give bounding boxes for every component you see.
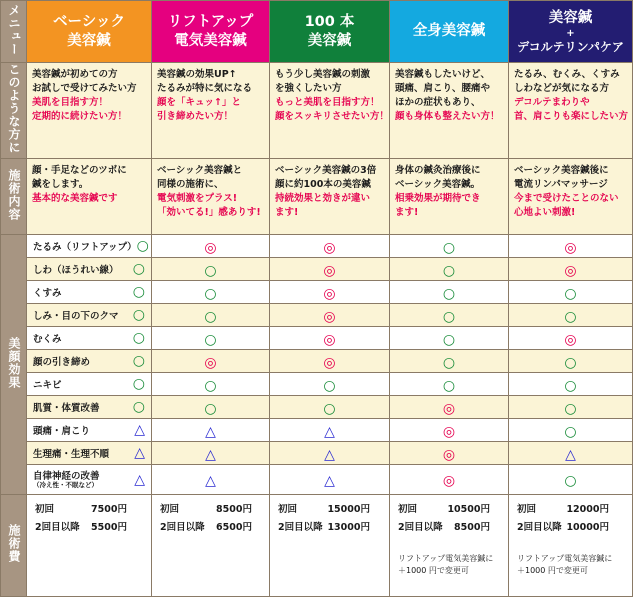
price-line [278, 519, 370, 537]
effect-name-text: しみ・目の下のクマ [33, 311, 119, 322]
effect-cell [152, 465, 270, 495]
circle-mark: ○ [132, 353, 145, 369]
effect-name-text: たるみ（リフトアップ） [33, 242, 137, 253]
effect-cell [270, 327, 390, 350]
effect-cell [509, 373, 633, 396]
effect-cell [390, 327, 509, 350]
price-note [517, 553, 632, 577]
price-note-line: リフトアップ電気美容鍼に [398, 554, 494, 563]
effect-cell [390, 281, 509, 304]
target-row [1, 63, 633, 159]
effect-cell [152, 258, 270, 281]
description-line: 顔も身体も整えたい方！ [395, 111, 500, 122]
effect-label-cell [27, 419, 152, 442]
effect-row [1, 235, 633, 258]
effect-label [27, 354, 151, 368]
effect-row [1, 281, 633, 304]
description-line: 同様の施術に、 [157, 179, 224, 190]
effect-cell [270, 235, 390, 258]
effect-row [1, 350, 633, 373]
effect-cell [152, 235, 270, 258]
double-mark: ◎ [323, 354, 336, 371]
effect-row [1, 465, 633, 495]
price-value: 10500円 [447, 504, 490, 515]
circle-mark: ○ [564, 377, 577, 394]
price-cell [390, 495, 509, 597]
description-line: 基本的な美容鍼です [32, 193, 118, 204]
effect-cell [509, 442, 633, 465]
effect-name-text: 頭痛・肩こり [33, 426, 91, 437]
description-line: 頭痛、肩こり、腰痛や [395, 83, 491, 94]
circle-mark: ○ [132, 307, 145, 323]
triangle-mark: △ [134, 471, 145, 488]
content-cell-4 [509, 159, 633, 235]
target-cell-4 [509, 63, 633, 159]
effect-label [27, 446, 151, 460]
circle-mark: ○ [204, 377, 217, 394]
effect-cell [509, 235, 633, 258]
price-line [278, 501, 370, 519]
effect-label [27, 331, 151, 345]
price-label: 初回 [517, 504, 537, 515]
triangle-mark: △ [324, 446, 335, 463]
content-cell-2 [270, 159, 390, 235]
price-label: 2回目以降 [278, 522, 323, 533]
effect-cell [152, 350, 270, 373]
effect-label [27, 400, 151, 414]
price-label: 初回 [398, 504, 418, 515]
menu-corner-label: メニュー [1, 1, 27, 63]
effect-name [33, 262, 119, 276]
description-line: たるみが特に気になる [157, 83, 253, 94]
effect-cell [270, 304, 390, 327]
effect-name [33, 423, 90, 437]
effect-name [33, 308, 119, 322]
effect-cell [270, 465, 390, 495]
effect-row [1, 258, 633, 281]
price-row [1, 495, 633, 597]
circle-mark: ○ [442, 262, 456, 279]
effect-label [27, 423, 151, 437]
description-line: 鍼をします。 [32, 179, 89, 190]
circle-mark: ○ [442, 377, 456, 394]
section-label-effects [1, 235, 27, 495]
double-mark: ◎ [323, 262, 336, 279]
double-mark: ◎ [323, 239, 336, 256]
effect-label-cell [27, 396, 152, 419]
description-line: 相乗効果が期待でき [395, 193, 481, 204]
content-cell-1 [152, 159, 270, 235]
effect-label-cell [27, 442, 152, 465]
description-line: 今まで受けたことのない [514, 193, 619, 204]
description-line: ベーシック美容鍼の3倍 [275, 165, 377, 176]
circle-mark: ○ [132, 399, 145, 415]
price-note-line: リフトアップ電気美容鍼に [517, 554, 613, 563]
effect-name-text: 肌質・体質改善 [33, 403, 100, 414]
section-label-price-text: 施術費 [7, 524, 21, 563]
content-row [1, 159, 633, 235]
effect-label [27, 262, 151, 276]
header-row [1, 1, 633, 63]
effect-name [33, 400, 100, 414]
effect-cell [390, 373, 509, 396]
description-line: 心地よい刺激! [514, 207, 576, 218]
circle-mark: ○ [323, 377, 336, 394]
effect-label-cell [27, 373, 152, 396]
circle-mark: ○ [442, 285, 456, 302]
effect-cell [270, 419, 390, 442]
price-cell [270, 495, 390, 597]
effect-cell [390, 465, 509, 495]
effect-row [1, 304, 633, 327]
section-label-content: 施術内容 [1, 159, 27, 235]
effect-label-cell [27, 235, 152, 258]
description-line: を強くしたい方 [275, 83, 342, 94]
price-cell [152, 495, 270, 597]
description-line: 電気刺激をプラス! [157, 193, 238, 204]
effect-name-text: 生理痛・生理不順 [33, 449, 110, 460]
description-line: たるみ、むくみ、くすみ [514, 69, 620, 80]
price-line [398, 519, 490, 537]
effect-label-cell [27, 258, 152, 281]
double-mark: ◎ [564, 331, 577, 348]
price-label: 初回 [160, 504, 180, 515]
circle-mark: ○ [204, 285, 217, 302]
price-label: 初回 [35, 504, 55, 515]
effect-cell [390, 442, 509, 465]
description-line: ほかの症状もあり、 [395, 97, 481, 108]
circle-mark: ○ [204, 308, 217, 325]
circle-mark: ○ [132, 376, 145, 392]
price-value: 6500円 [216, 522, 252, 533]
price-value: 12000円 [566, 504, 609, 515]
effect-label [27, 377, 151, 391]
price-value: 5500円 [91, 522, 127, 533]
content-cell-0 [27, 159, 152, 235]
effect-label [27, 308, 151, 322]
effect-cell [152, 281, 270, 304]
price-note-line: ＋1000 円で変更可 [398, 566, 469, 575]
effect-cell [152, 396, 270, 419]
effect-cell [390, 419, 509, 442]
double-mark: ◎ [564, 239, 577, 256]
circle-mark: ○ [323, 400, 336, 417]
effect-cell [509, 327, 633, 350]
description-line: 首、肩こりも楽にしたい方 [514, 111, 629, 122]
description-line: デコルテまわりや [514, 97, 590, 108]
effect-name [33, 377, 62, 391]
effect-row [1, 419, 633, 442]
price-value: 8500円 [216, 504, 252, 515]
description-line: 美肌を目指す方！ [32, 97, 109, 108]
effect-cell [152, 304, 270, 327]
circle-mark: ○ [442, 354, 456, 371]
description-line: ベーシック美容鍼。 [395, 179, 481, 190]
description-line: しわなどが気になる方 [514, 83, 610, 94]
description-line: ます! [395, 207, 419, 218]
effect-name-text: 自律神経の改善 [33, 470, 100, 482]
effect-label [27, 471, 151, 489]
effect-cell [152, 442, 270, 465]
column-header-liftup: リフトアップ 電気美容鍼 [152, 1, 270, 63]
effect-label [27, 285, 151, 299]
description-line: 顔を「キュッ↑」と [157, 97, 241, 108]
effect-name [33, 331, 62, 345]
price-value: 8500円 [454, 522, 490, 533]
price-line [517, 501, 609, 519]
effect-cell [152, 327, 270, 350]
price-cell [509, 495, 633, 597]
effect-label-cell [27, 465, 152, 495]
price-line [160, 519, 252, 537]
triangle-mark: △ [134, 422, 145, 438]
price-line [398, 501, 490, 519]
effect-cell [270, 350, 390, 373]
circle-mark: ○ [564, 423, 577, 440]
triangle-mark: △ [205, 423, 216, 440]
effect-cell [270, 373, 390, 396]
effect-label-cell [27, 304, 152, 327]
description-line: 顔に約100本の美容鍼 [275, 179, 371, 190]
price-value: 15000円 [327, 504, 370, 515]
column-header-fullbody: 全身美容鍼 [390, 1, 509, 63]
circle-mark: ○ [204, 262, 217, 279]
price-label: 2回目以降 [398, 522, 443, 533]
content-cell-3 [390, 159, 509, 235]
circle-mark: ○ [132, 284, 145, 300]
price-label: 初回 [278, 504, 298, 515]
target-cell-2 [270, 63, 390, 159]
effect-cell [509, 258, 633, 281]
circle-mark: ○ [204, 400, 217, 417]
double-mark: ◎ [204, 239, 217, 256]
price-label: 2回目以降 [35, 522, 80, 533]
description-line: 電流リンパマッサージ [514, 179, 608, 190]
price-note [398, 553, 508, 577]
effect-name-text: むくみ [33, 334, 62, 345]
price-line [160, 501, 252, 519]
effect-cell [390, 396, 509, 419]
price-value: 7500円 [91, 504, 127, 515]
double-mark: ◎ [442, 400, 456, 417]
column-header-decollete: 美容鍼 + デコルテリンパケア [509, 1, 633, 63]
triangle-mark: △ [324, 473, 335, 489]
effect-row [1, 442, 633, 465]
column-header-100: 100 本 美容鍼 [270, 1, 390, 63]
circle-mark: ○ [442, 331, 456, 348]
circle-mark: ○ [564, 308, 577, 325]
price-label: 2回目以降 [160, 522, 205, 533]
price-value: 13000円 [327, 522, 370, 533]
price-line [517, 519, 609, 537]
circle-mark: ○ [564, 354, 577, 371]
effect-label-cell [27, 327, 152, 350]
double-mark: ◎ [442, 446, 456, 463]
description-line: 「効いてる!」感ありす! [157, 207, 261, 218]
double-mark: ◎ [323, 331, 336, 348]
double-mark: ◎ [442, 473, 456, 489]
effect-name-text: ニキビ [33, 380, 62, 391]
circle-mark: ○ [442, 239, 456, 256]
circle-mark: ○ [136, 238, 149, 254]
column-header-basic: ベーシック 美容鍼 [27, 1, 152, 63]
section-label-target: このような方に [1, 63, 27, 159]
description-line: 定期的に続けたい方！ [32, 111, 128, 122]
circle-mark: ○ [564, 473, 577, 489]
effect-cell [509, 350, 633, 373]
effect-cell [270, 396, 390, 419]
description-line: 身体の鍼灸治療後に [395, 165, 481, 176]
effect-label-cell [27, 350, 152, 373]
effect-cell [390, 258, 509, 281]
price-line [35, 501, 127, 519]
description-line: 美容鍼もしたいけど、 [395, 69, 491, 80]
description-line: ベーシック美容鍼と [157, 165, 243, 176]
double-mark: ◎ [442, 423, 456, 440]
effect-label-cell [27, 281, 152, 304]
circle-mark: ○ [442, 308, 456, 325]
effect-label [27, 239, 151, 253]
effect-row [1, 327, 633, 350]
price-cell [27, 495, 152, 597]
description-line: 顔をスッキリさせたい方！ [275, 111, 389, 122]
triangle-mark: △ [205, 446, 216, 463]
effect-row [1, 373, 633, 396]
effect-name-text: しわ（ほうれい線） [33, 265, 119, 276]
triangle-mark: △ [205, 473, 216, 489]
effect-name [33, 471, 100, 489]
effect-name [33, 446, 109, 460]
target-cell-1 [152, 63, 270, 159]
section-label-price [1, 495, 27, 597]
description-line: 持続効果と効きが違い [275, 193, 371, 204]
target-cell-3 [390, 63, 509, 159]
double-mark: ◎ [564, 262, 577, 279]
circle-mark: ○ [132, 330, 145, 346]
description-line: お試しで受けてみたい方 [32, 83, 137, 94]
effect-cell [270, 281, 390, 304]
description-line: 美容鍼が初めての方 [32, 69, 118, 80]
target-cell-0 [27, 63, 152, 159]
effect-cell [509, 465, 633, 495]
description-line: もっと美肌を目指す方！ [275, 97, 380, 108]
effect-cell [390, 235, 509, 258]
price-value: 10000円 [566, 522, 609, 533]
description-line: 美容鍼の効果UP↑ [157, 69, 237, 80]
description-line: ベーシック美容鍼後に [514, 165, 609, 176]
effect-name [33, 239, 137, 253]
effect-name [33, 354, 90, 368]
price-label: 2回目以降 [517, 522, 562, 533]
effect-name-text: 顔の引き締め [33, 357, 91, 368]
triangle-mark: △ [565, 446, 576, 463]
circle-mark: ○ [132, 261, 145, 277]
effect-row [1, 396, 633, 419]
effect-cell [509, 419, 633, 442]
triangle-mark: △ [324, 423, 335, 440]
price-note-line: ＋1000 円で変更可 [517, 566, 588, 575]
double-mark: ◎ [323, 308, 336, 325]
effect-cell [509, 396, 633, 419]
effect-name-text: くすみ [33, 288, 62, 299]
double-mark: ◎ [204, 354, 217, 371]
effect-cell [270, 258, 390, 281]
circle-mark: ○ [564, 285, 577, 302]
circle-mark: ○ [564, 400, 577, 417]
effect-cell [270, 442, 390, 465]
description-line: 顔・手足などのツボに [32, 165, 127, 176]
effect-cell [509, 281, 633, 304]
description-line: ます! [275, 207, 299, 218]
description-line: もう少し美容鍼の刺激 [275, 69, 371, 80]
effect-cell [390, 350, 509, 373]
effect-name-sub: （冷え性・不眠など） [33, 480, 98, 489]
double-mark: ◎ [323, 285, 336, 302]
price-line [35, 519, 127, 537]
effect-cell [390, 304, 509, 327]
effect-cell [509, 304, 633, 327]
description-line: 引き締めたい方！ [157, 111, 234, 122]
effect-cell [152, 373, 270, 396]
effect-name [33, 285, 62, 299]
triangle-mark: △ [134, 445, 145, 461]
effect-cell [152, 419, 270, 442]
circle-mark: ○ [204, 331, 217, 348]
section-label-effects-text: 美顔効果 [7, 336, 21, 389]
